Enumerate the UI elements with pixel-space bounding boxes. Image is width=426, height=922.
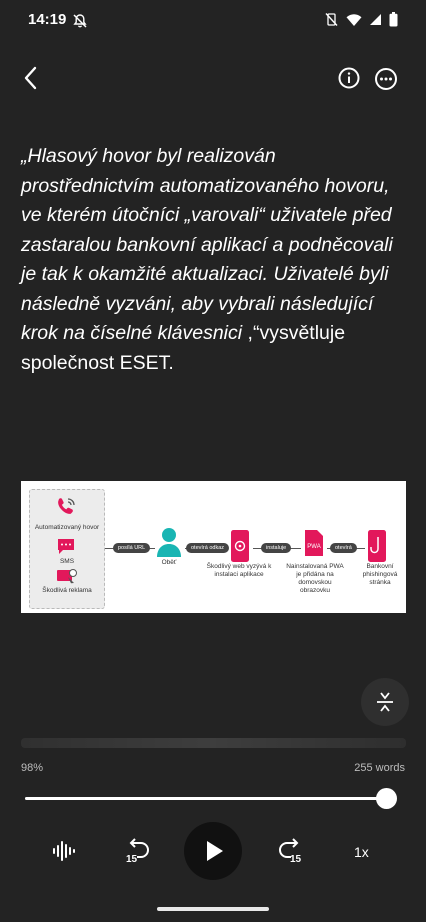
playback-slider-thumb[interactable]: [376, 788, 397, 809]
step-sends-url-label: posílá URL: [113, 543, 150, 553]
phishing-page-label: Bankovní phishingová stránka: [362, 563, 398, 586]
skip-back-seconds: 15: [126, 854, 138, 865]
progress-percent: 98%: [21, 762, 44, 774]
waveform-icon: [52, 840, 76, 862]
malicious-site-label: Škodlivý web vyzývá k instalaci aplikace: [206, 563, 272, 578]
step-opens-label: otevírá: [330, 543, 357, 553]
faded-next-paragraph: [21, 738, 406, 748]
wifi-icon: [346, 13, 362, 32]
step-opens-link-label: otevírá odkaz: [186, 543, 229, 553]
sms-icon: [57, 538, 75, 555]
status-time: 14:19: [28, 11, 67, 28]
pwa-file-icon: [304, 530, 324, 556]
info-button[interactable]: [336, 65, 362, 91]
player-controls: [0, 822, 426, 882]
notifications-off-icon: [72, 13, 88, 34]
article-quote: [21, 142, 406, 378]
voice-selector-button[interactable]: [52, 840, 76, 867]
playback-speed-button[interactable]: 1x: [354, 844, 369, 860]
phone-call-icon: [54, 495, 78, 519]
pwa-badge-text: PWA: [307, 544, 321, 550]
skip-forward-button[interactable]: [277, 838, 305, 873]
source-sms-label: SMS: [59, 558, 75, 565]
playback-slider[interactable]: [25, 797, 393, 800]
back-button[interactable]: [18, 62, 48, 94]
skip-back-button[interactable]: [123, 838, 151, 873]
victim-label: Oběť: [161, 559, 177, 566]
collapse-player-button[interactable]: [361, 678, 409, 726]
play-icon: [184, 822, 242, 880]
installed-pwa-label: Nainstalovaná PWA je přidána na domovskou obrazovku: [286, 563, 344, 594]
phishing-hook-phone-icon: [367, 530, 387, 562]
collapse-icon: [361, 678, 409, 726]
word-count: 255 words: [354, 762, 405, 774]
info-icon: [336, 65, 362, 91]
play-button[interactable]: [184, 822, 242, 880]
source-voice-call-label: Automatizovaný hovor: [34, 524, 100, 531]
signal-icon: [369, 13, 382, 31]
home-indicator[interactable]: [157, 907, 269, 911]
status-bar: [0, 0, 426, 44]
step-installs-label: instaluje: [261, 543, 291, 553]
malicious-site-phone-icon: [230, 530, 250, 562]
more-options-button[interactable]: [372, 65, 400, 93]
battery-icon: [389, 12, 398, 32]
attack-flow-figure: [21, 481, 406, 613]
playback-slider-fill: [25, 797, 386, 800]
quote-italic-text: „Hlasový hovor byl realizován prostřednictvím automatizovaného hovoru, ve kterém útočníci „varovali“ uživatele před zastaralou bankovní aplikací a podněcovali je tak k okamžité aktualizaci. Uživatelé byli následně vyzváni, aby vybrali následující krok na číselné klávesnici: [21, 145, 393, 344]
more-horizontal-icon: [372, 65, 400, 93]
quote-attribution: ,“vysvětluje společnost ESET.: [21, 322, 346, 374]
vibrate-off-icon: [324, 12, 339, 32]
malicious-ad-icon: [56, 568, 78, 586]
reader-toolbar: [0, 56, 426, 100]
back-arrow-icon: [18, 62, 48, 94]
source-malicious-ad-label: Škodlivá reklama: [42, 587, 92, 594]
victim-person-icon: [156, 527, 182, 557]
skip-forward-seconds: 15: [290, 854, 302, 865]
